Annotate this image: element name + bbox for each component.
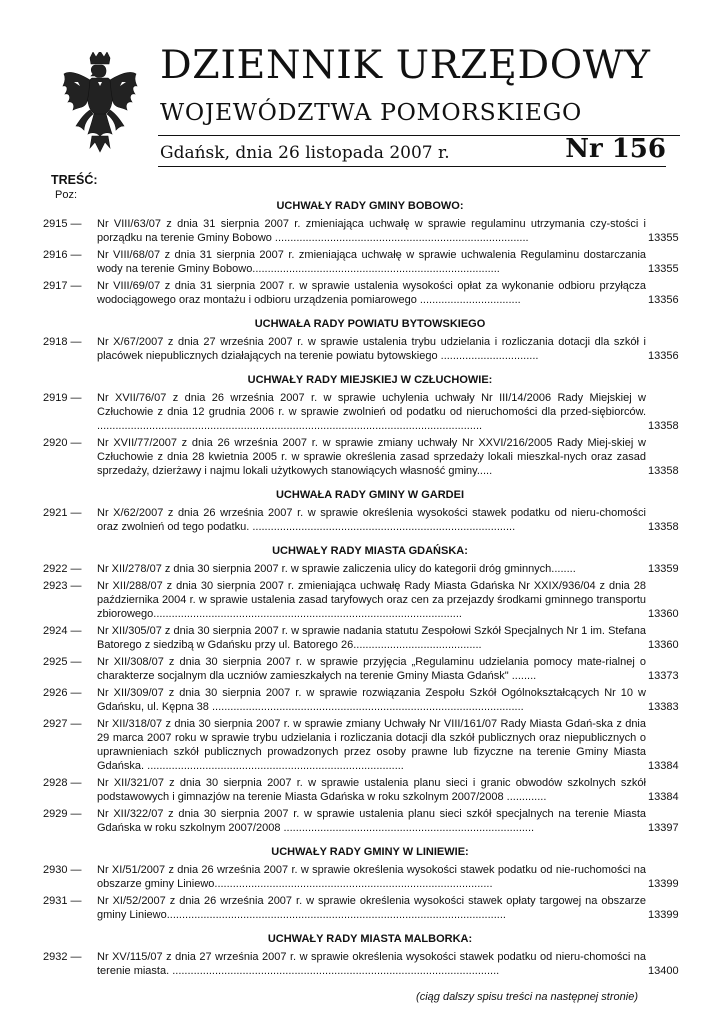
entry-page-number: 13383	[648, 701, 679, 713]
entry-page-number: 13355	[648, 232, 679, 244]
entry-description: Nr XVII/77/2007 z dnia 26 września 2007 r. w sprawie zmiany uchwały Nr XXVI/216/2005 Rady Miej-skiej w Człuchowie z dnia 28 kwietnia 2005 r. w sprawie określenia zasad sprzedaży lokali mieszkal-nych oraz zasad sprzedaży, dzierżawy i najmu lokali użytkowych stanowiących własność gminy.....	[97, 437, 646, 477]
entry-page-number: 13358	[648, 521, 679, 533]
section-heading: UCHWAŁY RADY MIASTA MALBORKA:	[267, 933, 473, 945]
entry-description: Nr VIII/63/07 z dnia 31 sierpnia 2007 r. zmieniająca uchwałę w sprawie regulaminu utrzymania czy-stości i porządku na terenie Gminy Bobowo ...................................................................................	[97, 218, 646, 244]
entry-position-number: 2925 —	[43, 656, 82, 668]
toc-entry	[0, 248, 724, 276]
entry-page-number: 13400	[648, 965, 679, 977]
section-heading: UCHWAŁY RADY MIASTA GDAŃSKA:	[272, 545, 468, 557]
section-heading: UCHWAŁA RADY POWIATU BYTOWSKIEGO	[254, 318, 486, 330]
entry-description: Nr XII/322/07 z dnia 30 sierpnia 2007 r. w sprawie ustalenia planu sieci szkół specjalnych na terenie Miasta Gdańska w roku szkolnym 2007/2008 ..................................................................................	[97, 808, 646, 834]
issue-place-date: Gdańsk, dnia 26 listopada 2007 r.	[160, 143, 450, 163]
entry-position-number: 2932 —	[43, 951, 82, 963]
toc-entry	[0, 279, 724, 307]
entry-page-number: 13356	[648, 294, 679, 306]
entry-page-number: 13359	[648, 563, 679, 575]
entry-position-number: 2916 —	[43, 249, 82, 261]
toc-entry	[0, 562, 724, 576]
toc-entry	[0, 894, 724, 922]
entry-description: Nr X/62/2007 z dnia 26 września 2007 r. w sprawie określenia wysokości stawek podatku od nieru-chomości oraz zwolnień od tego podatku. ......................................................................................	[97, 507, 646, 533]
issue-number: Nr 156	[565, 134, 666, 164]
contents-heading: TREŚĆ:	[51, 173, 98, 187]
entry-page-number: 13355	[648, 263, 679, 275]
entry-position-number: 2915 —	[43, 218, 82, 230]
entry-description: Nr XI/52/2007 z dnia 26 września 2007 r. w sprawie określenia wysokości stawek opłaty targowej na obszarze gminy Liniewo...............................................................................................................	[97, 895, 646, 921]
entry-page-number: 13399	[648, 909, 679, 921]
header-rule-bottom	[158, 166, 666, 167]
entry-position-number: 2918 —	[43, 336, 82, 348]
entry-description: Nr XII/305/07 z dnia 30 sierpnia 2007 r. w sprawie nadania statutu Zespołowi Szkół Specjalnych Nr 1 im. Stefana Batorego z siedzibą w Gdańsku przy ul. Batorego 26..........................................	[97, 625, 646, 651]
toc-entry	[0, 776, 724, 804]
entry-position-number: 2927 —	[43, 718, 82, 730]
entry-position-number: 2926 —	[43, 687, 82, 699]
entry-description: Nr XII/321/07 z dnia 30 sierpnia 2007 r. w sprawie ustalenia planu sieci i granic obwodów szkolnych szkół podstawowych i gimnazjów na terenie Miasta Gdańska w roku szkolnym 2007/2008 .............	[97, 777, 646, 803]
entry-position-number: 2920 —	[43, 437, 82, 449]
toc-entry	[0, 624, 724, 652]
entry-position-number: 2917 —	[43, 280, 82, 292]
entry-description: Nr XVII/76/07 z dnia 26 września 2007 r. w sprawie uchylenia uchwały Nr III/14/2006 Rady Miejskiej w Człuchowie z dnia 12 grudnia 2006 r. w sprawie zwolnień od podatku od nieruchomości dla przed-siębiorców. ..............................................................................................................................	[97, 392, 646, 432]
toc-entry	[0, 217, 724, 245]
entry-page-number: 13384	[648, 760, 679, 772]
journal-title: DZIENNIK URZĘDOWY	[160, 42, 651, 88]
entry-page-number: 13360	[648, 608, 679, 620]
entry-page-number: 13373	[648, 670, 679, 682]
entry-description: Nr XII/309/07 z dnia 30 sierpnia 2007 r. w sprawie rozwiązania Zespołu Szkół Ogólnokształcących Nr 10 w Gdańsku, ul. Kępna 38 ......................................................................................................	[97, 687, 646, 713]
entry-page-number: 13360	[648, 639, 679, 651]
entry-position-number: 2923 —	[43, 580, 82, 592]
entry-position-number: 2922 —	[43, 563, 82, 575]
section-heading: UCHWAŁY RADY GMINY BOBOWO:	[276, 200, 464, 212]
position-label: Poz:	[55, 189, 78, 201]
toc-entry	[0, 686, 724, 714]
section-heading: UCHWAŁY RADY MIEJSKIEJ W CZŁUCHOWIE:	[247, 374, 493, 386]
toc-entry	[0, 335, 724, 363]
toc-entry	[0, 506, 724, 534]
entry-position-number: 2919 —	[43, 392, 82, 404]
journal-subtitle: WOJEWÓDZTWA POMORSKIEGO	[160, 98, 583, 126]
entry-page-number: 13358	[648, 465, 679, 477]
toc-entry	[0, 863, 724, 891]
entry-position-number: 2930 —	[43, 864, 82, 876]
toc-entry	[0, 807, 724, 835]
entry-description: Nr VIII/69/07 z dnia 31 sierpnia 2007 r. w sprawie ustalenia wysokości opłat za wykonanie odbioru przyłącza wodociągowego oraz montażu i odbioru urządzenia pomiarowego .................................	[97, 280, 646, 306]
entry-page-number: 13358	[648, 420, 679, 432]
continuation-note: (ciąg dalszy spisu treści na następnej stronie)	[416, 991, 638, 1003]
entry-description: Nr XV/115/07 z dnia 27 września 2007 r. w sprawie określenia wysokości stawek podatku od nieru-chomości na terenie miasta. ...........................................................................................................	[97, 951, 646, 977]
entry-page-number: 13399	[648, 878, 679, 890]
entry-position-number: 2931 —	[43, 895, 82, 907]
entry-page-number: 13356	[648, 350, 679, 362]
entry-position-number: 2928 —	[43, 777, 82, 789]
polish-eagle-emblem-icon	[62, 52, 138, 156]
entry-description: Nr XII/278/07 z dnia 30 sierpnia 2007 r. w sprawie zaliczenia ulicy do kategorii dróg gminnych........	[97, 563, 576, 575]
entry-description: Nr XII/308/07 z dnia 30 sierpnia 2007 r. w sprawie przyjęcia „Regulaminu udzielania pomocy mate-rialnej o charakterze socjalnym dla uczniów zamieszkałych na terenie Gminy Miasta Gdańsk" ........	[97, 656, 646, 682]
section-heading: UCHWAŁY RADY GMINY W LINIEWIE:	[271, 846, 469, 858]
entry-page-number: 13397	[648, 822, 679, 834]
toc-entry	[0, 717, 724, 773]
entry-description: Nr X/67/2007 z dnia 27 września 2007 r. w sprawie ustalenia trybu udzielania i rozliczania dotacji dla szkół i placówek niepublicznych działających na terenie powiatu bytowskiego ................................	[97, 336, 646, 362]
table-of-contents	[0, 196, 724, 981]
entry-description: Nr XII/288/07 z dnia 30 sierpnia 2007 r. zmieniająca uchwałę Rady Miasta Gdańska Nr XXIX/936/04 z dnia 28 października 2004 r. w sprawie ustalenia zasad taryfowych oraz cen za przejazdy środkami gminnego transportu zbiorowego.....................................................................................................	[97, 580, 646, 620]
entry-description: Nr XII/318/07 z dnia 30 sierpnia 2007 r. w sprawie zmiany Uchwały Nr VIII/161/07 Rady Miasta Gdań-ska z dnia 29 marca 2007 roku w sprawie trybu udzielania i rozliczania dotacji dla szkół publicznych oraz niepublicznych o uprawnieniach szkół publicznych prowadzonych przez osoby prawne lub fizyczne na terenie Gminy Miasta Gdańska. ....................................................................................	[97, 718, 646, 772]
toc-entry	[0, 579, 724, 621]
entry-position-number: 2921 —	[43, 507, 82, 519]
entry-description: Nr XI/51/2007 z dnia 26 września 2007 r. w sprawie określenia wysokości stawek podatku od nie-ruchomości na obszarze gminy Liniewo...........................................................................................	[97, 864, 646, 890]
toc-entry	[0, 436, 724, 478]
toc-entry	[0, 950, 724, 978]
entry-position-number: 2924 —	[43, 625, 82, 637]
toc-entry	[0, 391, 724, 433]
entry-description: Nr VIII/68/07 z dnia 31 sierpnia 2007 r. zmieniająca uchwałę w sprawie uchwalenia Regulaminu dostarczania wody na terenie Gminy Bobowo.................................................................................	[97, 249, 646, 275]
toc-entry	[0, 655, 724, 683]
entry-position-number: 2929 —	[43, 808, 82, 820]
entry-page-number: 13384	[648, 791, 679, 803]
section-heading: UCHWAŁA RADY GMINY W GARDEI	[275, 489, 465, 501]
